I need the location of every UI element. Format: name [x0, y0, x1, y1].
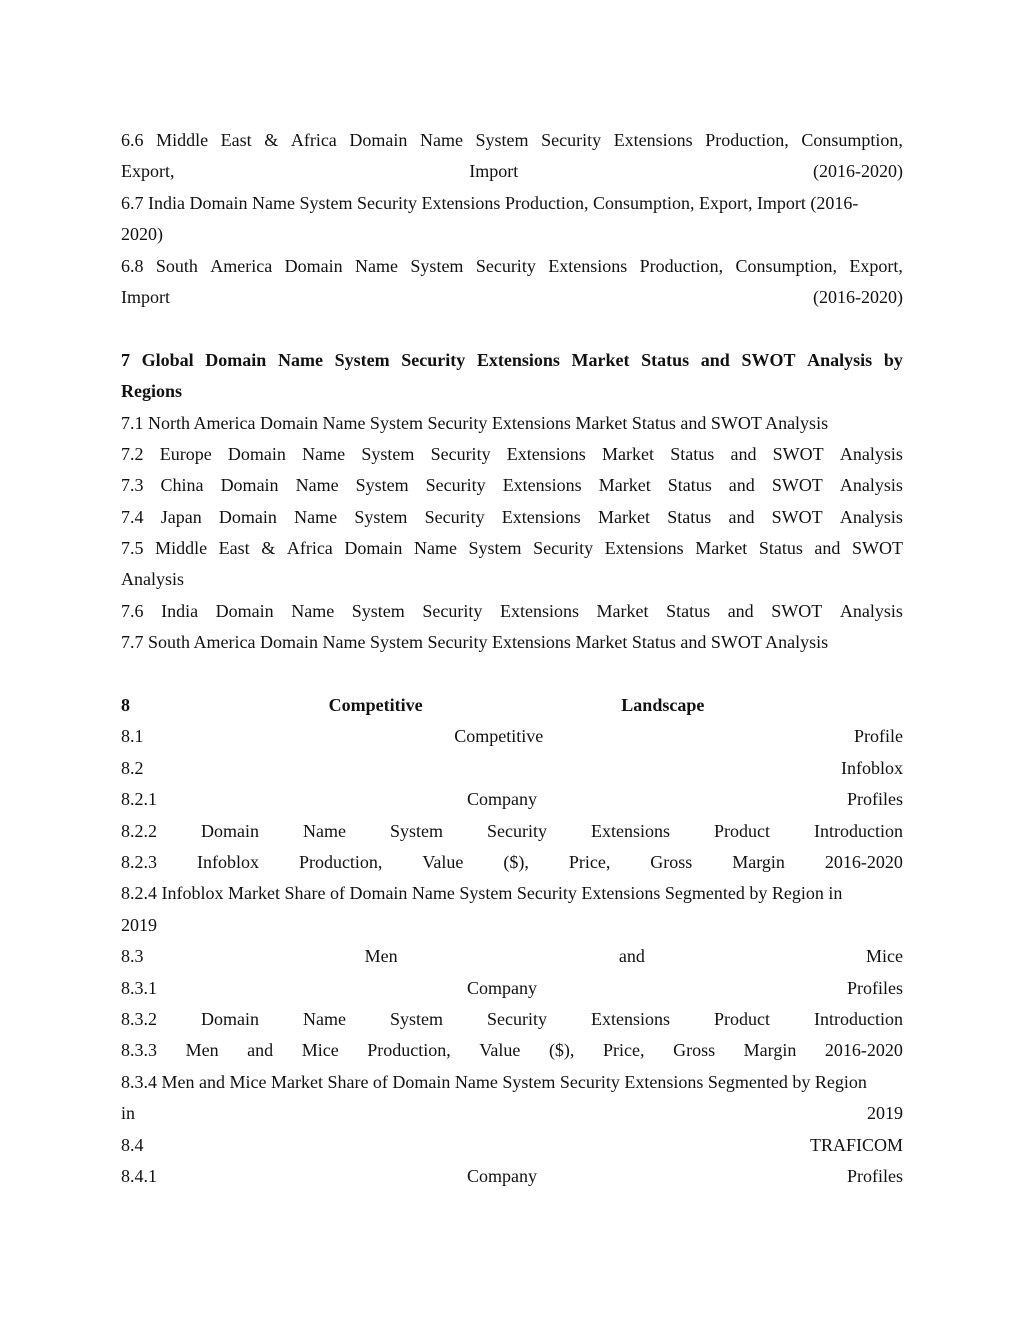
- toc-word: Market: [596, 600, 649, 621]
- toc-word: Value: [422, 851, 464, 872]
- toc-heading-line: [121, 345, 903, 376]
- toc-word: System: [351, 600, 405, 621]
- toc-word: and: [728, 506, 755, 527]
- toc-word: Regions: [121, 381, 183, 402]
- toc-word: Domain: [205, 349, 267, 370]
- toc-word: and: [618, 946, 645, 967]
- toc-word: Product: [714, 820, 770, 841]
- toc-word: China: [160, 475, 204, 496]
- toc-word: East: [218, 538, 250, 559]
- toc-word: 8.3.2: [121, 1008, 157, 1029]
- toc-word: Security: [533, 538, 594, 559]
- toc-word: Domain: [218, 506, 277, 527]
- toc-word: Status: [641, 349, 690, 370]
- toc-word: Import: [469, 161, 519, 182]
- toc-word: 2016-2020: [824, 1040, 903, 1061]
- toc-word: Market: [695, 538, 748, 559]
- toc-word: 6.6: [121, 130, 144, 150]
- toc-line: [121, 533, 903, 564]
- toc-word: System: [334, 349, 390, 370]
- toc-word: 7.3: [121, 475, 144, 496]
- toc-word: 8.2.1: [121, 789, 157, 810]
- toc-word: 7.2: [121, 443, 144, 464]
- toc-word: 2020): [121, 224, 163, 245]
- toc-word: Men: [185, 1040, 219, 1061]
- toc-word: Security: [424, 506, 485, 527]
- toc-word: TRAFICOM: [809, 1134, 903, 1155]
- toc-word: Name: [303, 820, 346, 841]
- toc-word: and: [728, 475, 755, 496]
- toc-word: Security: [487, 820, 547, 841]
- toc-word: Company: [467, 1165, 537, 1186]
- section-spacer: [121, 659, 903, 690]
- toc-word: Infoblox: [196, 851, 259, 872]
- toc-word: Extensions: [613, 130, 693, 150]
- toc-word: 6.7 India Domain Name System Security Extensions Production, Consumption, Export, Import (2016-: [121, 192, 859, 213]
- toc-line: [121, 1098, 903, 1129]
- toc-word: 7.1 North America Domain Name System Security Extensions Market Status and SWOT Analysis: [121, 412, 829, 433]
- toc-word: Security: [487, 1008, 547, 1029]
- toc-word: SWOT: [771, 475, 823, 496]
- toc-word: Profiles: [847, 977, 903, 998]
- toc-word: 7.7 South America Domain Name System Security Extensions Market Status and SWOT Analysis: [121, 632, 829, 653]
- toc-word: Men: [364, 946, 398, 967]
- toc-line: [121, 188, 903, 219]
- toc-word: Market: [571, 349, 630, 370]
- toc-word: and: [730, 443, 757, 464]
- toc-word: Production,: [639, 255, 724, 276]
- toc-word: 2019: [867, 1103, 903, 1124]
- toc-line: [121, 408, 903, 439]
- toc-word: Consumption,: [735, 255, 838, 276]
- toc-line: [121, 1004, 903, 1035]
- toc-word: 8.3: [121, 946, 144, 967]
- toc-word: Middle: [155, 538, 208, 559]
- toc-word: Product: [714, 1008, 770, 1029]
- toc-word: Name: [302, 443, 346, 464]
- toc-word: Status: [758, 538, 803, 559]
- toc-line: [121, 470, 903, 501]
- toc-word: Profile: [854, 726, 903, 747]
- toc-line: [121, 753, 903, 784]
- toc-word: Profiles: [847, 1165, 903, 1186]
- toc-word: and: [247, 1040, 274, 1061]
- toc-line: [121, 439, 903, 470]
- toc-word: (2016-2020): [813, 161, 903, 182]
- toc-word: Production,: [705, 130, 789, 150]
- toc-word: Price,: [568, 851, 611, 872]
- toc-word: Security: [401, 349, 466, 370]
- toc-word: Analysis: [121, 569, 184, 590]
- toc-line: [121, 1035, 903, 1066]
- toc-word: Status: [666, 600, 711, 621]
- toc-word: Extensions: [591, 1008, 670, 1029]
- toc-word: Security: [430, 443, 491, 464]
- toc-word: Europe: [159, 443, 212, 464]
- toc-word: Analysis: [807, 349, 873, 370]
- toc-word: System: [389, 1008, 443, 1029]
- toc-line: [121, 156, 903, 187]
- toc-word: 8.3.4 Men and Mice Market Share of Domain Name System Security Extensions Segmented by Region: [121, 1071, 867, 1092]
- toc-word: by: [883, 349, 903, 370]
- toc-line: [121, 219, 903, 250]
- toc-word: Status: [667, 506, 712, 527]
- toc-word: Profiles: [847, 789, 903, 810]
- toc-line: [121, 910, 903, 941]
- toc-word: Company: [467, 977, 537, 998]
- toc-word: 7.5: [121, 538, 144, 559]
- toc-word: Name: [277, 349, 323, 370]
- toc-word: System: [410, 255, 464, 276]
- toc-word: Gross: [673, 1040, 716, 1061]
- toc-word: Domain: [349, 130, 408, 150]
- toc-word: Competitive: [328, 695, 423, 716]
- toc-word: Name: [303, 1008, 346, 1029]
- toc-word: Consumption,: [801, 130, 903, 150]
- toc-line: [121, 596, 903, 627]
- toc-word: System: [389, 820, 443, 841]
- table-of-contents: [121, 125, 903, 1192]
- toc-word: India: [161, 600, 199, 621]
- toc-word: 7.4: [121, 506, 144, 527]
- toc-line: [121, 627, 903, 658]
- toc-word: SWOT: [741, 349, 796, 370]
- toc-word: Export,: [849, 255, 903, 276]
- toc-heading-line: [121, 376, 903, 407]
- toc-word: Analysis: [839, 600, 903, 621]
- toc-word: Gross: [650, 851, 693, 872]
- toc-word: Infoblox: [841, 757, 903, 778]
- toc-line: [121, 878, 903, 909]
- section-spacer: [121, 313, 903, 344]
- toc-word: Import: [121, 286, 170, 307]
- toc-word: Japan: [160, 506, 202, 527]
- toc-word: Global: [141, 349, 194, 370]
- toc-line: [121, 282, 903, 313]
- toc-word: Extensions: [506, 443, 586, 464]
- toc-word: Status: [670, 443, 715, 464]
- toc-word: ($),: [548, 1040, 575, 1061]
- toc-word: System: [475, 130, 529, 150]
- toc-word: and: [700, 349, 730, 370]
- toc-word: 6.8: [121, 255, 144, 276]
- toc-word: Security: [422, 600, 483, 621]
- toc-word: Security: [475, 255, 536, 276]
- toc-word: Africa: [290, 130, 337, 150]
- toc-word: Export,: [121, 161, 175, 182]
- toc-word: System: [355, 475, 409, 496]
- toc-word: Competitive: [454, 726, 544, 747]
- toc-word: System: [361, 443, 415, 464]
- toc-word: System: [354, 506, 408, 527]
- toc-word: Analysis: [839, 475, 903, 496]
- toc-word: Africa: [286, 538, 333, 559]
- toc-word: 8: [121, 695, 130, 716]
- toc-word: and: [727, 600, 754, 621]
- toc-word: 8.2.4 Infoblox Market Share of Domain Name System Security Extensions Segmented by Region in: [121, 883, 843, 904]
- toc-word: 8.2.2: [121, 820, 157, 841]
- toc-word: South: [155, 255, 198, 276]
- toc-word: Domain: [220, 475, 279, 496]
- toc-word: 2019: [121, 914, 157, 935]
- toc-word: America: [210, 255, 273, 276]
- toc-word: in: [121, 1103, 136, 1124]
- toc-word: Extensions: [591, 820, 670, 841]
- toc-line: [121, 941, 903, 972]
- toc-word: Margin: [743, 1040, 797, 1061]
- toc-word: Introduction: [814, 820, 903, 841]
- toc-line: [121, 1161, 903, 1192]
- toc-word: System: [468, 538, 522, 559]
- toc-line: [121, 784, 903, 815]
- toc-word: (2016-2020): [813, 286, 903, 307]
- toc-word: Name: [413, 538, 457, 559]
- toc-word: Name: [355, 255, 399, 276]
- toc-line: [121, 816, 903, 847]
- toc-word: Domain: [284, 255, 343, 276]
- toc-word: Price,: [603, 1040, 645, 1061]
- toc-line: [121, 847, 903, 878]
- toc-word: 8.1: [121, 726, 144, 747]
- toc-word: SWOT: [771, 506, 823, 527]
- toc-word: Market: [602, 443, 654, 464]
- toc-word: Name: [291, 600, 335, 621]
- toc-word: Margin: [732, 851, 785, 872]
- toc-word: ($),: [503, 851, 529, 872]
- toc-word: East: [220, 130, 252, 150]
- toc-word: Mice: [866, 946, 903, 967]
- toc-word: 8.3.3: [121, 1040, 157, 1061]
- toc-word: 8.2.3: [121, 851, 157, 872]
- toc-word: Extensions: [499, 600, 579, 621]
- toc-word: Landscape: [621, 695, 705, 716]
- toc-line: [121, 973, 903, 1004]
- toc-word: Analysis: [839, 506, 903, 527]
- toc-word: 7.6: [121, 600, 144, 621]
- toc-word: Market: [598, 475, 651, 496]
- toc-word: Production,: [298, 851, 383, 872]
- toc-word: Security: [541, 130, 602, 150]
- toc-word: Market: [598, 506, 650, 527]
- toc-word: Status: [667, 475, 712, 496]
- toc-line: [121, 1130, 903, 1161]
- toc-word: 8.2: [121, 757, 144, 778]
- toc-word: Production,: [367, 1040, 451, 1061]
- toc-word: Name: [294, 506, 338, 527]
- toc-word: Domain: [201, 820, 259, 841]
- toc-word: Name: [419, 130, 463, 150]
- toc-word: &: [264, 130, 279, 150]
- toc-word: Extensions: [502, 475, 582, 496]
- toc-word: 8.4.1: [121, 1165, 157, 1186]
- toc-word: Extensions: [604, 538, 684, 559]
- toc-word: Introduction: [814, 1008, 903, 1029]
- toc-line: [121, 564, 903, 595]
- toc-word: SWOT: [771, 600, 823, 621]
- toc-word: 7: [121, 349, 130, 370]
- toc-line: [121, 721, 903, 752]
- toc-word: Security: [425, 475, 486, 496]
- toc-word: Company: [467, 789, 537, 810]
- toc-word: 2016-2020: [824, 851, 903, 872]
- toc-word: Analysis: [839, 443, 903, 464]
- toc-line: [121, 125, 903, 156]
- toc-word: Extensions: [501, 506, 581, 527]
- toc-word: Domain: [344, 538, 403, 559]
- toc-word: 8.3.1: [121, 977, 157, 998]
- toc-word: Name: [295, 475, 339, 496]
- toc-word: Domain: [215, 600, 274, 621]
- toc-line: [121, 1067, 903, 1098]
- toc-word: Domain: [227, 443, 286, 464]
- toc-word: SWOT: [772, 443, 824, 464]
- toc-word: Middle: [156, 130, 209, 150]
- toc-word: 8.4: [121, 1134, 144, 1155]
- toc-word: Mice: [301, 1040, 339, 1061]
- toc-heading-line: [121, 690, 903, 721]
- toc-word: Value: [479, 1040, 521, 1061]
- toc-line: [121, 251, 903, 282]
- toc-word: Extensions: [548, 255, 628, 276]
- toc-word: Domain: [201, 1008, 259, 1029]
- toc-word: Extensions: [476, 349, 560, 370]
- toc-word: and: [814, 538, 841, 559]
- toc-word: &: [261, 538, 276, 559]
- toc-line: [121, 502, 903, 533]
- toc-word: SWOT: [852, 538, 903, 559]
